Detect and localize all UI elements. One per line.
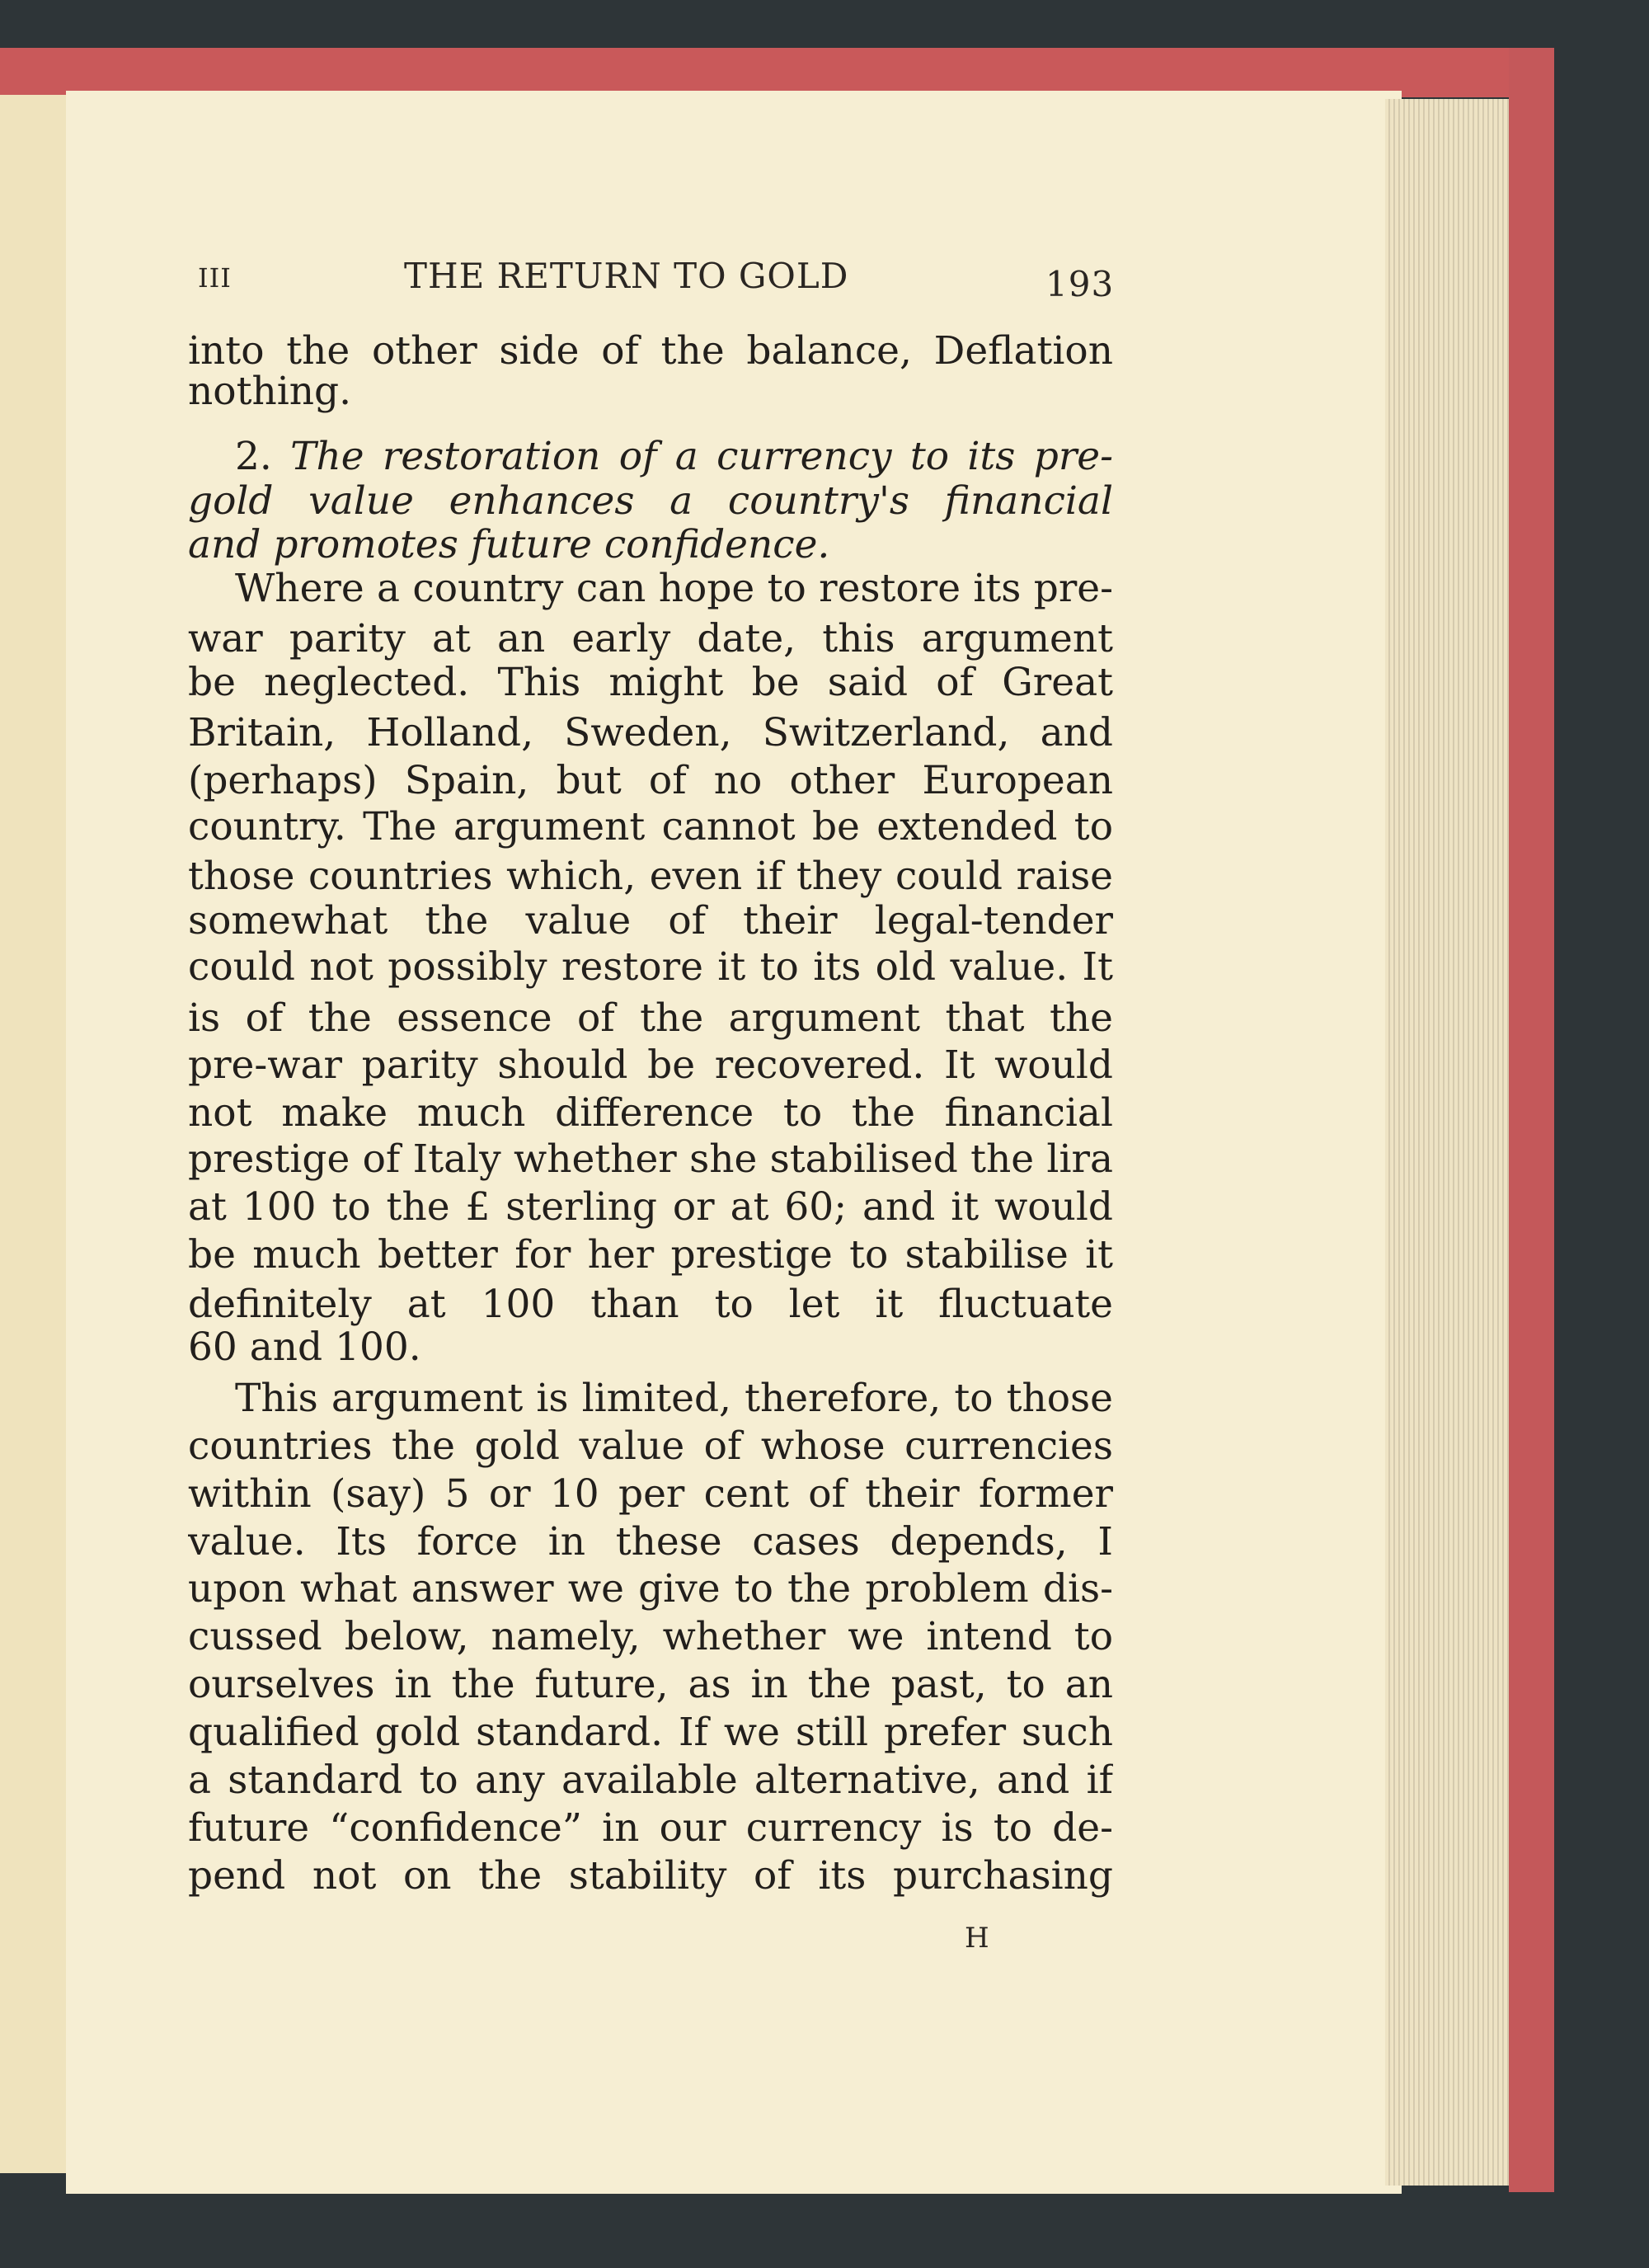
- book-cover-right-edge: [1509, 48, 1554, 2192]
- text-line: [188, 1090, 1113, 1136]
- text-line: [188, 1805, 1113, 1852]
- text-segment: 60 and 100.: [188, 1325, 421, 1371]
- text-line: [188, 898, 1113, 944]
- text-line: [188, 804, 1113, 850]
- text-segment: within (say) 5 or 10 per cent of their former: [188, 1470, 1113, 1517]
- text-segment: somewhat the value of their legal-tender: [188, 898, 1113, 944]
- running-title: THE RETURN TO GOLD: [404, 256, 849, 296]
- text-segment: is of the essence of the argument that the: [188, 995, 1113, 1041]
- text-segment: This argument is limited, therefore, to those: [235, 1375, 1113, 1421]
- text-line: [188, 1853, 1113, 1899]
- text-segment: war parity at an early date, this argument: [188, 616, 1113, 662]
- text-segment: cussed below, namely, whether we intend to: [188, 1614, 1113, 1660]
- text-segment: future “confidence” in our currency is to de-: [188, 1805, 1113, 1851]
- text-segment: qualified gold standard. If we still prefer such: [188, 1710, 1113, 1756]
- text-line: [188, 660, 1113, 706]
- text-line: [188, 616, 1113, 662]
- text-line: [235, 434, 1113, 480]
- text-segment: ourselves in the future, as in the past, to an: [188, 1662, 1113, 1708]
- text-segment: definitely at 100 than to let it fluctuate: [188, 1281, 1113, 1327]
- text-line: [188, 758, 1113, 804]
- page-edges: [1385, 99, 1509, 2186]
- text-segment: could not possibly restore it to its old value. It: [188, 944, 1113, 990]
- text-segment: Britain, Holland, Sweden, Switzerland, and: [188, 710, 1113, 756]
- text-line: [188, 710, 1113, 756]
- signature-mark: H: [965, 1922, 989, 1955]
- text-segment: Where a country can hope to restore its pre-: [235, 565, 1113, 611]
- text-segment: pend not on the stability of its purchasing: [188, 1852, 1113, 1899]
- text-segment: value. Its force in these cases depends, I: [188, 1518, 1113, 1565]
- text-line: [188, 478, 1113, 525]
- text-segment: those countries which, even if they could raise: [188, 853, 1113, 899]
- text-line: [188, 369, 1113, 415]
- text-line: [235, 566, 1113, 612]
- text-segment: into the other side of the balance, Deflation: [188, 327, 1113, 374]
- text-line: [188, 854, 1113, 900]
- text-segment: (perhaps) Spain, but of no other European: [188, 757, 1113, 803]
- text-segment: be much better for her prestige to stabilise it: [188, 1232, 1113, 1278]
- text-line: [188, 1232, 1113, 1278]
- italic-text: gold value enhances a country's financial: [188, 478, 1113, 525]
- text-segment: at 100 to the £ sterling or at 60; and it would: [188, 1184, 1113, 1230]
- text-segment: nothing.: [188, 369, 352, 415]
- text-segment: be neglected. This might be said of Great: [188, 659, 1113, 705]
- text-line: [188, 1710, 1113, 1756]
- text-line: [188, 1184, 1113, 1230]
- text-segment: countries the gold value of whose currencies: [188, 1423, 1113, 1469]
- text-line: [188, 1757, 1113, 1804]
- book-cover-top-edge: [0, 48, 1554, 97]
- text-segment: a standard to any available alternative, and if: [188, 1757, 1113, 1803]
- text-segment: 2.: [235, 434, 291, 480]
- text-line: [188, 1423, 1113, 1470]
- text-segment: upon what answer we give to the problem dis-: [188, 1566, 1113, 1612]
- text-line: [188, 1662, 1113, 1708]
- left-page: [0, 95, 68, 2173]
- italic-text: and promotes future confidence.: [188, 522, 830, 567]
- text-line: [188, 328, 1113, 374]
- text-line: [188, 995, 1113, 1042]
- italic-text: The restoration of a currency to its pre-: [290, 434, 1113, 480]
- text-line: [188, 522, 1113, 568]
- text-line: [188, 1325, 1113, 1371]
- text-line: [188, 944, 1113, 990]
- text-segment: pre-war parity should be recovered. It would: [188, 1042, 1113, 1089]
- text-segment: not make much difference to the financial: [188, 1090, 1113, 1136]
- text-line: [188, 1519, 1113, 1565]
- page-number: 193: [1045, 264, 1115, 304]
- text-segment: prestige of Italy whether she stabilised the lira: [188, 1136, 1113, 1183]
- text-segment: country. The argument cannot be extended to: [188, 804, 1113, 850]
- text-line: [188, 1471, 1113, 1517]
- text-line: [188, 1282, 1113, 1328]
- text-line: [235, 1376, 1113, 1422]
- text-line: [188, 1136, 1113, 1183]
- text-line: [188, 1614, 1113, 1660]
- text-line: [188, 1042, 1113, 1089]
- text-line: [188, 1566, 1113, 1612]
- chapter-number: III: [198, 262, 232, 294]
